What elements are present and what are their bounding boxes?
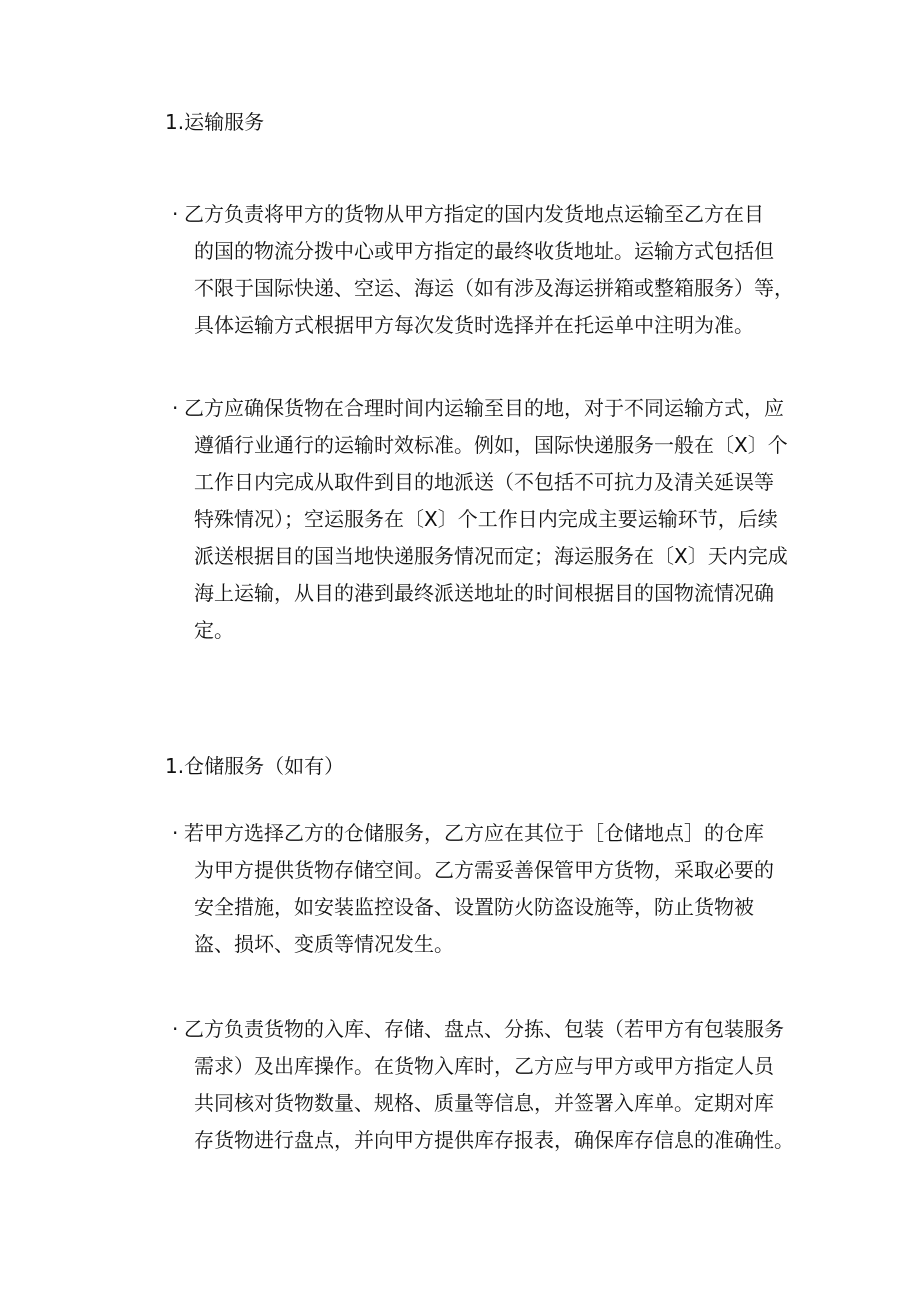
text-line: 的国的物流分拨中心或甲方指定的最终收货地址。运输方式包括但 — [194, 239, 774, 263]
text-line: 乙方负责货物的入库、存储、盘点、分拣、包装（若甲方有包装服务 — [184, 1017, 784, 1041]
text-line: 海上运输，从目的港到最终派送地址的时间根据目的国物流情况确 — [194, 581, 774, 605]
warehousing-bullet-2 — [172, 1011, 802, 1159]
warehousing-bullet-1 — [172, 815, 802, 963]
text-line: 不限于国际快递、空运、海运（如有涉及海运拼箱或整箱服务）等， — [194, 276, 794, 300]
text-line: 工作日内完成从取件到目的地派送（不包括不可抗力及清关延误等 — [194, 470, 774, 494]
text-line: 乙方应确保货物在合理时间内运输至目的地，对于不同运输方式，应 — [184, 396, 784, 420]
bullet-mark: · — [172, 396, 179, 420]
text-line: 盗、损坏、变质等情况发生。 — [194, 932, 454, 956]
text-line: 定。 — [194, 618, 234, 642]
paragraph-text — [184, 196, 802, 344]
text-line: 特殊情况）；空运服务在〔X〕个工作日内完成主要运输环节，后续 — [194, 507, 778, 531]
text-line: 具体运输方式根据甲方每次发货时选择并在托运单中注明为准。 — [194, 313, 754, 337]
bullet-mark: · — [172, 1017, 179, 1041]
text-line: 若甲方选择乙方的仓储服务，乙方应在其位于［仓储地点］的仓库 — [184, 821, 764, 845]
text-line: 共同核对货物数量、规格、质量等信息，并签署入库单。定期对库 — [194, 1091, 774, 1115]
transport-bullet-1 — [172, 196, 802, 344]
text-line: 派送根据目的国当地快递服务情况而定；海运服务在〔X〕天内完成 — [194, 544, 788, 568]
bullet-mark: · — [172, 821, 179, 845]
paragraph-text — [184, 1011, 802, 1159]
section-heading-transport: 1.运输服务 — [165, 110, 265, 134]
text-line: 遵循行业通行的运输时效标准。例如，国际快递服务一般在〔X〕个 — [194, 433, 788, 457]
text-line: 为甲方提供货物存储空间。乙方需妥善保管甲方货物，采取必要的 — [194, 858, 774, 882]
section-heading-warehousing: 1.仓储服务（如有） — [165, 754, 345, 778]
text-line: 乙方负责将甲方的货物从甲方指定的国内发货地点运输至乙方在目 — [184, 202, 764, 226]
text-line: 安全措施，如安装监控设备、设置防火防盗设施等，防止货物被 — [194, 895, 754, 919]
text-line: 需求）及出库操作。在货物入库时，乙方应与甲方或甲方指定人员 — [194, 1054, 774, 1078]
paragraph-text — [184, 815, 802, 963]
paragraph-text — [184, 390, 802, 649]
text-line: 存货物进行盘点，并向甲方提供库存报表，确保库存信息的准确性。 — [194, 1128, 794, 1152]
transport-bullet-2 — [172, 390, 802, 649]
bullet-mark: · — [172, 202, 179, 226]
